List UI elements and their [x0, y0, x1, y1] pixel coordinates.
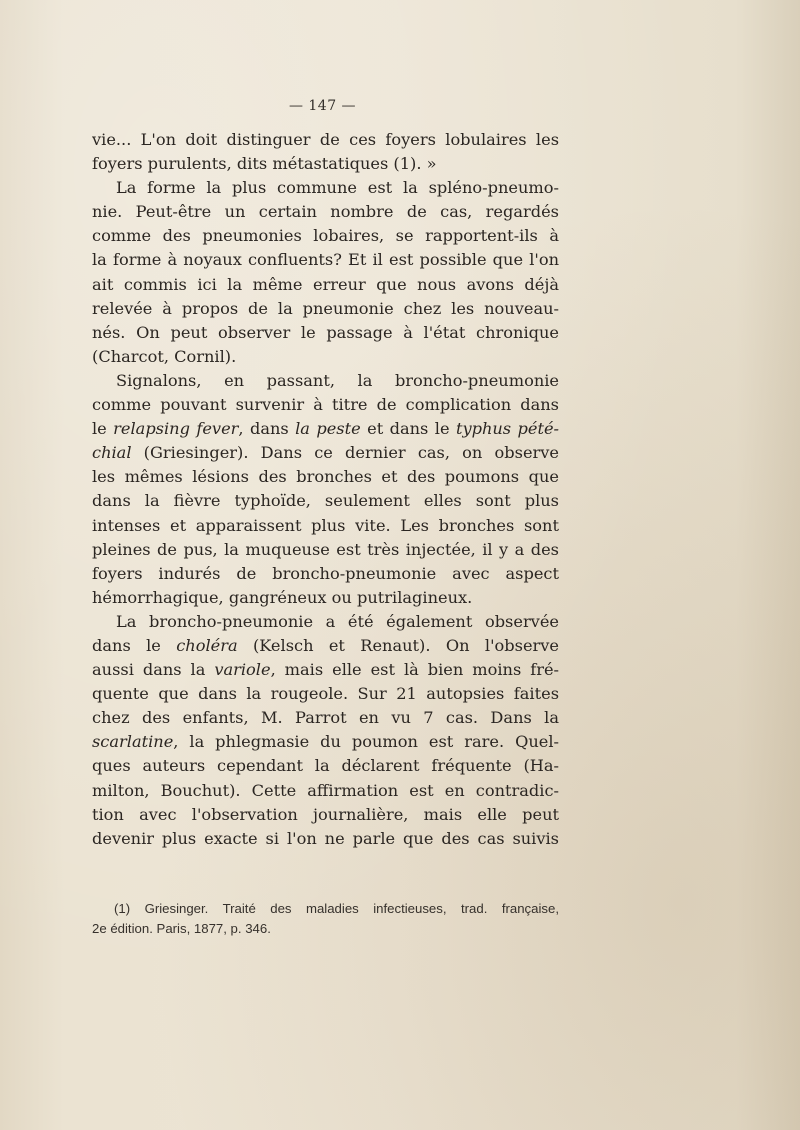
text-line: [92, 441, 559, 465]
text-line: nés. On peut observer le passage à l'état chronique: [92, 322, 559, 342]
paragraph: [92, 610, 559, 851]
paragraph: [92, 128, 559, 176]
text-line: foyers indurés de broncho-pneumonie avec aspect: [92, 563, 559, 583]
italic-term: la peste: [295, 419, 361, 439]
text-segment: le: [92, 419, 114, 439]
italic-term: choléra: [176, 635, 238, 655]
text-line: hémorrhagique, gangréneux ou putrilagineux.: [92, 587, 473, 607]
text-line: (Charcot, Cornil).: [92, 346, 237, 366]
text-line: nie. Peut-être un certain nombre de cas, regardés: [92, 202, 559, 222]
text-line: La broncho-pneumonie a été également observée: [116, 611, 559, 631]
paragraph: [92, 369, 559, 610]
footnote: [92, 899, 559, 939]
paragraph: [92, 176, 559, 369]
text-segment: , dans: [238, 419, 296, 439]
text-segment: (Kelsch et Renaut). On l'observe: [237, 635, 559, 655]
text-segment: dans le: [92, 635, 177, 655]
text-line: comme pouvant survenir à titre de complication dans: [92, 395, 559, 415]
text-line: Signalons, en passant, la broncho-pneumonie: [116, 370, 559, 390]
text-line: les mêmes lésions des bronches et des poumons que: [92, 467, 559, 487]
text-line: tion avec l'observation journalière, mais elle peut: [92, 804, 559, 824]
text-line: [92, 417, 559, 441]
text-line: quente que dans la rougeole. Sur 21 autopsies faites: [92, 684, 559, 704]
text-line: [92, 658, 559, 682]
text-segment: aussi dans la: [92, 660, 215, 680]
body-text: [92, 128, 559, 851]
text-line: [92, 634, 559, 658]
text-line: dans la fièvre typhoïde, seulement elles sont plus: [92, 491, 559, 511]
text-line: La forme la plus commune est la spléno-pneumo-: [116, 178, 559, 198]
text-line: vie... L'on doit distinguer de ces foyers lobulaires les: [92, 130, 559, 149]
text-line: intenses et apparaissent plus vite. Les bronches sont: [92, 515, 559, 535]
page-number: — 147 —: [288, 98, 357, 114]
text-line: [92, 730, 559, 754]
footnote-line: 2e édition. Paris, 1877, p. 346.: [92, 921, 271, 936]
footnote-line: (1) Griesinger. Traité des maladies infectieuses, trad. française,: [114, 901, 559, 916]
text-segment: , mais elle est là bien moins fré-: [270, 660, 559, 680]
text-line: pleines de pus, la muqueuse est très injectée, il y a des: [92, 539, 559, 559]
italic-term: chial: [92, 443, 132, 463]
text-segment: , la phlegmasie du poumon est rare. Quel-: [173, 732, 559, 752]
text-segment: et dans le: [360, 419, 456, 439]
italic-term: scarlatine: [92, 732, 174, 752]
text-line: ait commis ici la même erreur que nous avons déjà: [92, 274, 559, 294]
text-line: foyers purulents, dits métastatiques (1). »: [92, 154, 437, 174]
text-line: ques auteurs cependant la déclarent fréquente (Ha-: [92, 756, 559, 776]
text-line: relevée à propos de la pneumonie chez les nouveau-: [92, 298, 559, 318]
text-line: devenir plus exacte si l'on ne parle que des cas suivis: [92, 828, 559, 848]
italic-term: variole: [214, 660, 271, 680]
text-line: la forme à noyaux confluents? Et il est possible que l'on: [92, 250, 559, 270]
text-line: chez des enfants, M. Parrot en vu 7 cas. Dans la: [92, 708, 559, 728]
italic-term: typhus pété-: [455, 419, 559, 439]
text-line: comme des pneumonies lobaires, se rapportent-ils à: [92, 226, 559, 246]
text-line: milton, Bouchut). Cette affirmation est en contradic-: [92, 780, 559, 800]
text-segment: (Griesinger). Dans ce dernier cas, on observe: [131, 443, 559, 463]
italic-term: relapsing fever: [113, 419, 239, 439]
